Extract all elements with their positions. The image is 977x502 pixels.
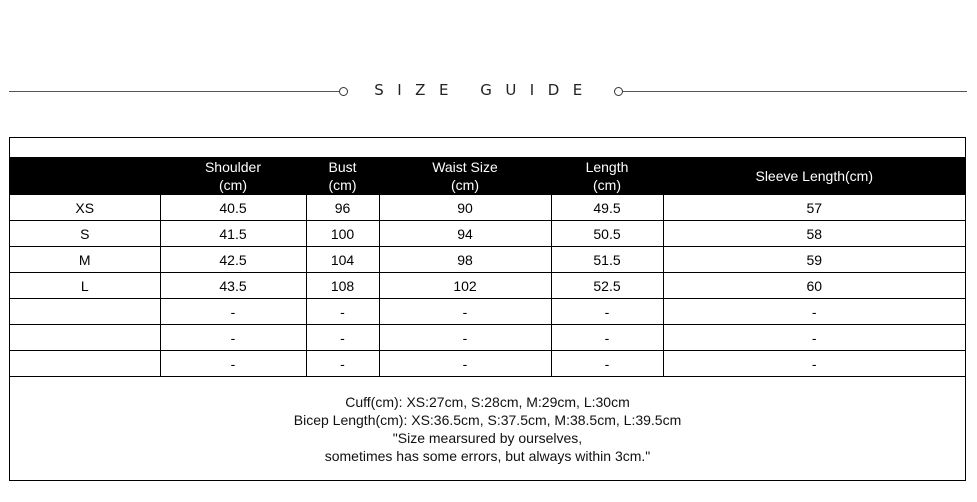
header-divider-left [9,91,339,92]
table-row [10,247,965,273]
cell-length: - [551,299,663,325]
cell-shoulder: 40.5 [160,195,306,221]
cell-sleeve-length: 58 [663,221,965,247]
circle-ornament-right-icon [614,87,623,96]
note-bicep-length: Bicep Length(cm): XS:36.5cm, S:37.5cm, M:38.5cm, L:39.5cm [293,412,682,428]
cell-shoulder: 43.5 [160,273,306,299]
cell-length: 49.5 [551,195,663,221]
column-header-size [10,158,160,195]
size-table [10,157,965,377]
note-disclaimer-line-2: sometimes has some errors, but always within 3cm." [324,448,651,464]
cell-bust: 108 [306,273,379,299]
table-row [10,273,965,299]
cell-size: S [10,221,160,247]
cell-length: - [551,325,663,351]
cell-size: L [10,273,160,299]
table-row [10,299,965,325]
header-divider-right [623,91,967,92]
cell-sleeve-length: 57 [663,195,965,221]
cell-size: M [10,247,160,273]
cell-sleeve-length: 59 [663,247,965,273]
column-header-waist-size: Waist Size (cm) [379,158,551,195]
cell-size [10,351,160,377]
cell-size: XS [10,195,160,221]
cell-bust: 100 [306,221,379,247]
cell-length: 52.5 [551,273,663,299]
cell-waist: 90 [379,195,551,221]
cell-sleeve-length: - [663,299,965,325]
cell-bust: - [306,299,379,325]
cell-bust: - [306,325,379,351]
cell-waist: - [379,325,551,351]
cell-length: - [551,351,663,377]
cell-size [10,299,160,325]
size-notes [10,393,965,465]
cell-bust: 104 [306,247,379,273]
table-row [10,221,965,247]
cell-bust: - [306,351,379,377]
column-header-length: Length (cm) [551,158,663,195]
cell-shoulder: 42.5 [160,247,306,273]
cell-shoulder: - [160,351,306,377]
cell-waist: - [379,351,551,377]
table-row [10,351,965,377]
column-header-shoulder: Shoulder (cm) [160,158,306,195]
cell-sleeve-length: 60 [663,273,965,299]
note-disclaimer-line-1: "Size mearsured by ourselves, [392,430,583,446]
cell-waist: 94 [379,221,551,247]
cell-length: 51.5 [551,247,663,273]
cell-sleeve-length: - [663,351,965,377]
cell-size [10,325,160,351]
cell-waist: 98 [379,247,551,273]
cell-sleeve-length: - [663,325,965,351]
cell-length: 50.5 [551,221,663,247]
page-title: SIZE GUIDE [374,81,596,99]
cell-shoulder: - [160,325,306,351]
cell-shoulder: 41.5 [160,221,306,247]
table-header-row [10,158,965,195]
cell-shoulder: - [160,299,306,325]
note-cuff: Cuff(cm): XS:27cm, S:28cm, M:29cm, L:30cm [345,394,630,410]
column-header-bust: Bust (cm) [306,158,379,195]
table-row [10,325,965,351]
cell-waist: - [379,299,551,325]
cell-bust: 96 [306,195,379,221]
table-row [10,195,965,221]
column-header-sleeve-length: Sleeve Length(cm) [663,158,965,195]
size-guide-header [0,78,977,106]
cell-waist: 102 [379,273,551,299]
size-table-frame [9,137,966,481]
circle-ornament-left-icon [339,87,348,96]
